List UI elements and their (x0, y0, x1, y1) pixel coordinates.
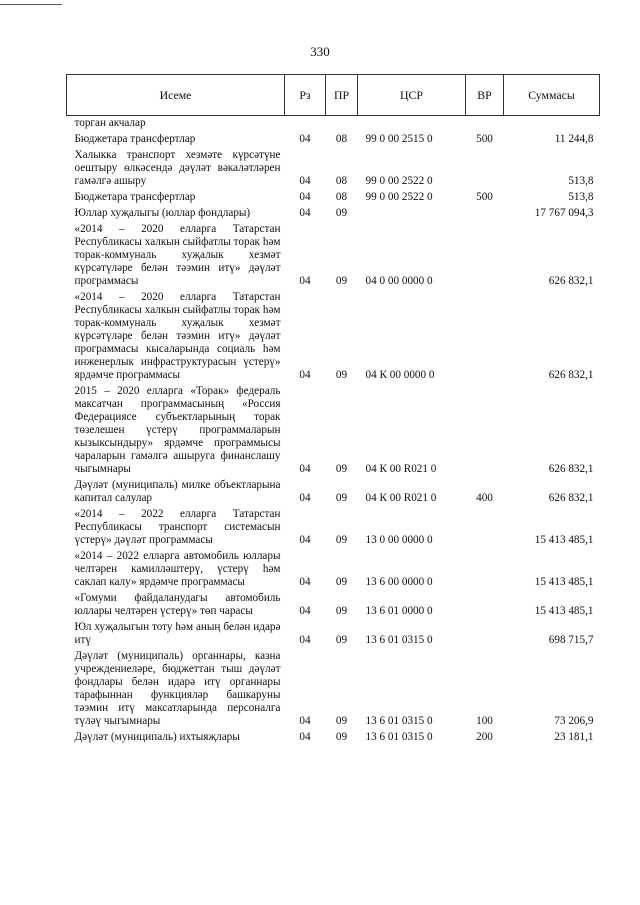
cell-csr: 13 6 01 0315 0 (365, 634, 433, 646)
cell-rz: 04 (299, 534, 311, 546)
cell-pr: 09 (335, 605, 348, 617)
cell-name: Юллар хуҗалыгы (юллар фондлары) (74, 207, 251, 219)
cell-vr: 200 (476, 731, 493, 743)
cell-name: торган акчалар (74, 117, 146, 129)
header-vr: ВР (466, 75, 504, 116)
cell-rz: 04 (299, 275, 311, 287)
cell-pr (326, 116, 358, 131)
cell-csr (358, 204, 466, 220)
cell-sum: 626 832,1 (548, 369, 594, 381)
cell-sum: 15 413 485,1 (534, 605, 594, 617)
cell-rz: 04 (299, 492, 311, 504)
header-sum: Суммасы (504, 75, 600, 116)
cell-vr (466, 146, 504, 188)
header-name: Исеме (67, 75, 285, 116)
cell-name: Юл хуҗалыгын тоту һәм аның белән идарә итү (74, 621, 281, 646)
table-row (67, 220, 600, 288)
cell-name: Бюджетара трансфертлар (74, 191, 196, 203)
cell-name: «2014 – 2020 елларга Татарстан Республикасы халкын сыйфатлы торак һәм торак-коммуналь хуҗалык хезмәт күрсәтүләре белән тәэмин итү» дәүләт программасы кысаларында социаль һәм инженерлык инфраструктурасын үстерү» ярдәмче программасы (74, 291, 281, 381)
cell-pr: 09 (335, 634, 348, 646)
table-row (67, 618, 600, 647)
cell-rz: 04 (299, 634, 311, 646)
table-row (67, 476, 600, 505)
cell-name: «2014 – 2020 елларга Татарстан Республикасы халкын сыйфатлы торак һәм торак-коммуналь хуҗалык хезмәт күрсәтүләре белән тәэмин итү» дәүләт программасы (74, 223, 281, 287)
table-row (67, 116, 600, 131)
cell-csr: 04 К 00 0000 0 (365, 369, 435, 381)
top-rule (0, 4, 62, 5)
cell-rz: 04 (299, 207, 311, 219)
cell-vr: 400 (476, 492, 493, 504)
cell-pr: 09 (335, 576, 348, 588)
cell-vr (466, 547, 504, 589)
table-row (67, 204, 600, 220)
page-number: 330 (310, 44, 330, 59)
table-row (67, 647, 600, 728)
table-row (67, 728, 600, 744)
cell-csr: 13 6 01 0315 0 (365, 731, 433, 743)
cell-csr: 99 0 00 2522 0 (365, 191, 433, 203)
table-row (67, 589, 600, 618)
cell-pr: 09 (335, 207, 348, 219)
cell-csr: 13 6 01 0315 0 (365, 715, 433, 727)
cell-pr: 08 (335, 191, 348, 203)
cell-csr: 04 К 00 R021 0 (365, 463, 437, 475)
cell-rz: 04 (299, 175, 311, 187)
cell-sum: 626 832,1 (548, 463, 594, 475)
cell-csr: 04 К 00 R021 0 (365, 492, 437, 504)
table-row (67, 382, 600, 476)
table-row (67, 146, 600, 188)
cell-name: «2014 – 2022 елларга Татарстан Республикасы транспорт системасын үстерү» дәүләт программасы (74, 508, 281, 546)
cell-vr (466, 382, 504, 476)
header-pr: ПР (326, 75, 358, 116)
table-row (67, 505, 600, 547)
header-csr: ЦСР (358, 75, 466, 116)
cell-rz (285, 116, 326, 131)
cell-csr: 13 6 01 0000 0 (365, 605, 433, 617)
cell-sum (504, 116, 600, 131)
cell-vr (466, 116, 504, 131)
cell-pr: 08 (335, 175, 348, 187)
budget-table-container (66, 74, 599, 744)
cell-rz: 04 (299, 463, 311, 475)
cell-vr: 100 (476, 715, 493, 727)
cell-vr: 500 (476, 191, 493, 203)
header-rz: Рз (285, 75, 326, 116)
cell-vr (466, 220, 504, 288)
cell-name: Халыкка транспорт хезмәте күрсәтүне оештыру өлкәсендә дәүләт вәкаләтләрен гамәлгә ашыру (74, 149, 281, 187)
cell-name: Бюджетара трансфертлар (74, 133, 196, 145)
cell-csr: 99 0 00 2515 0 (365, 133, 433, 145)
cell-rz: 04 (299, 715, 311, 727)
cell-pr: 09 (335, 731, 348, 743)
cell-pr: 09 (335, 534, 348, 546)
table-header (67, 75, 600, 116)
cell-csr: 04 0 00 0000 0 (365, 275, 433, 287)
cell-pr: 09 (335, 715, 348, 727)
cell-csr: 99 0 00 2522 0 (365, 175, 433, 187)
cell-sum: 23 181,1 (554, 731, 594, 743)
cell-vr (466, 618, 504, 647)
cell-name: Дәүләт (муниципаль) ихтыяҗлары (74, 731, 240, 743)
cell-rz: 04 (299, 369, 311, 381)
cell-vr (466, 288, 504, 382)
cell-rz: 04 (299, 605, 311, 617)
cell-pr: 09 (335, 369, 348, 381)
cell-name: Дәүләт (муниципаль) органнары, казна учреждениеләре, бюджеттан тыш дәүләт фондлары белән идарә итү органнары тарафыннан функцияләр башкаруны тәэмин итү максатларында персоналга түләү чыгымнары (74, 650, 281, 727)
cell-csr: 13 0 00 0000 0 (365, 534, 433, 546)
cell-sum: 11 244,8 (554, 133, 594, 145)
cell-pr: 09 (335, 463, 348, 475)
cell-sum: 15 413 485,1 (534, 576, 594, 588)
cell-sum: 73 206,9 (554, 715, 594, 727)
cell-name: 2015 – 2020 елларга «Торак» федераль максатчан программасының «Россия Федерациясе субъектларының торак төзелешен үстерү программаларын кызыксындыру» ярдәмче программысы чараларын гамәлгә ашыруга финанслашу чыгымнары (74, 385, 281, 475)
cell-sum: 17 767 094,3 (534, 207, 594, 219)
cell-name: «Гомуми файдаланудагы автомобиль юллары челтәрен үстерү» төп чарасы (74, 592, 281, 617)
table-row (67, 288, 600, 382)
table-row (67, 547, 600, 589)
cell-pr: 09 (335, 492, 348, 504)
cell-csr (358, 116, 466, 131)
table-body (67, 116, 600, 745)
cell-sum: 513,8 (568, 191, 594, 203)
cell-sum: 513,8 (568, 175, 594, 187)
cell-sum: 626 832,1 (548, 275, 594, 287)
cell-vr (466, 204, 504, 220)
cell-rz: 04 (299, 133, 311, 145)
cell-rz: 04 (299, 731, 311, 743)
cell-pr: 09 (335, 275, 348, 287)
cell-pr: 08 (335, 133, 348, 145)
cell-rz: 04 (299, 191, 311, 203)
cell-sum: 626 832,1 (548, 492, 594, 504)
budget-table (66, 74, 600, 744)
cell-sum: 15 413 485,1 (534, 534, 594, 546)
cell-sum: 698 715,7 (548, 634, 594, 646)
cell-vr (466, 589, 504, 618)
cell-rz: 04 (299, 576, 311, 588)
cell-csr: 13 6 00 0000 0 (365, 576, 433, 588)
cell-vr: 500 (476, 133, 493, 145)
cell-name: Дәүләт (муниципаль) милке объектларына капитал салулар (74, 479, 281, 504)
table-row (67, 130, 600, 146)
cell-vr (466, 505, 504, 547)
cell-name: «2014 – 2022 елларга автомобиль юллары челтәрен камилләштерү, үстерү һәм саклап калу» ярдәмче программасы (74, 550, 281, 588)
table-row (67, 188, 600, 204)
